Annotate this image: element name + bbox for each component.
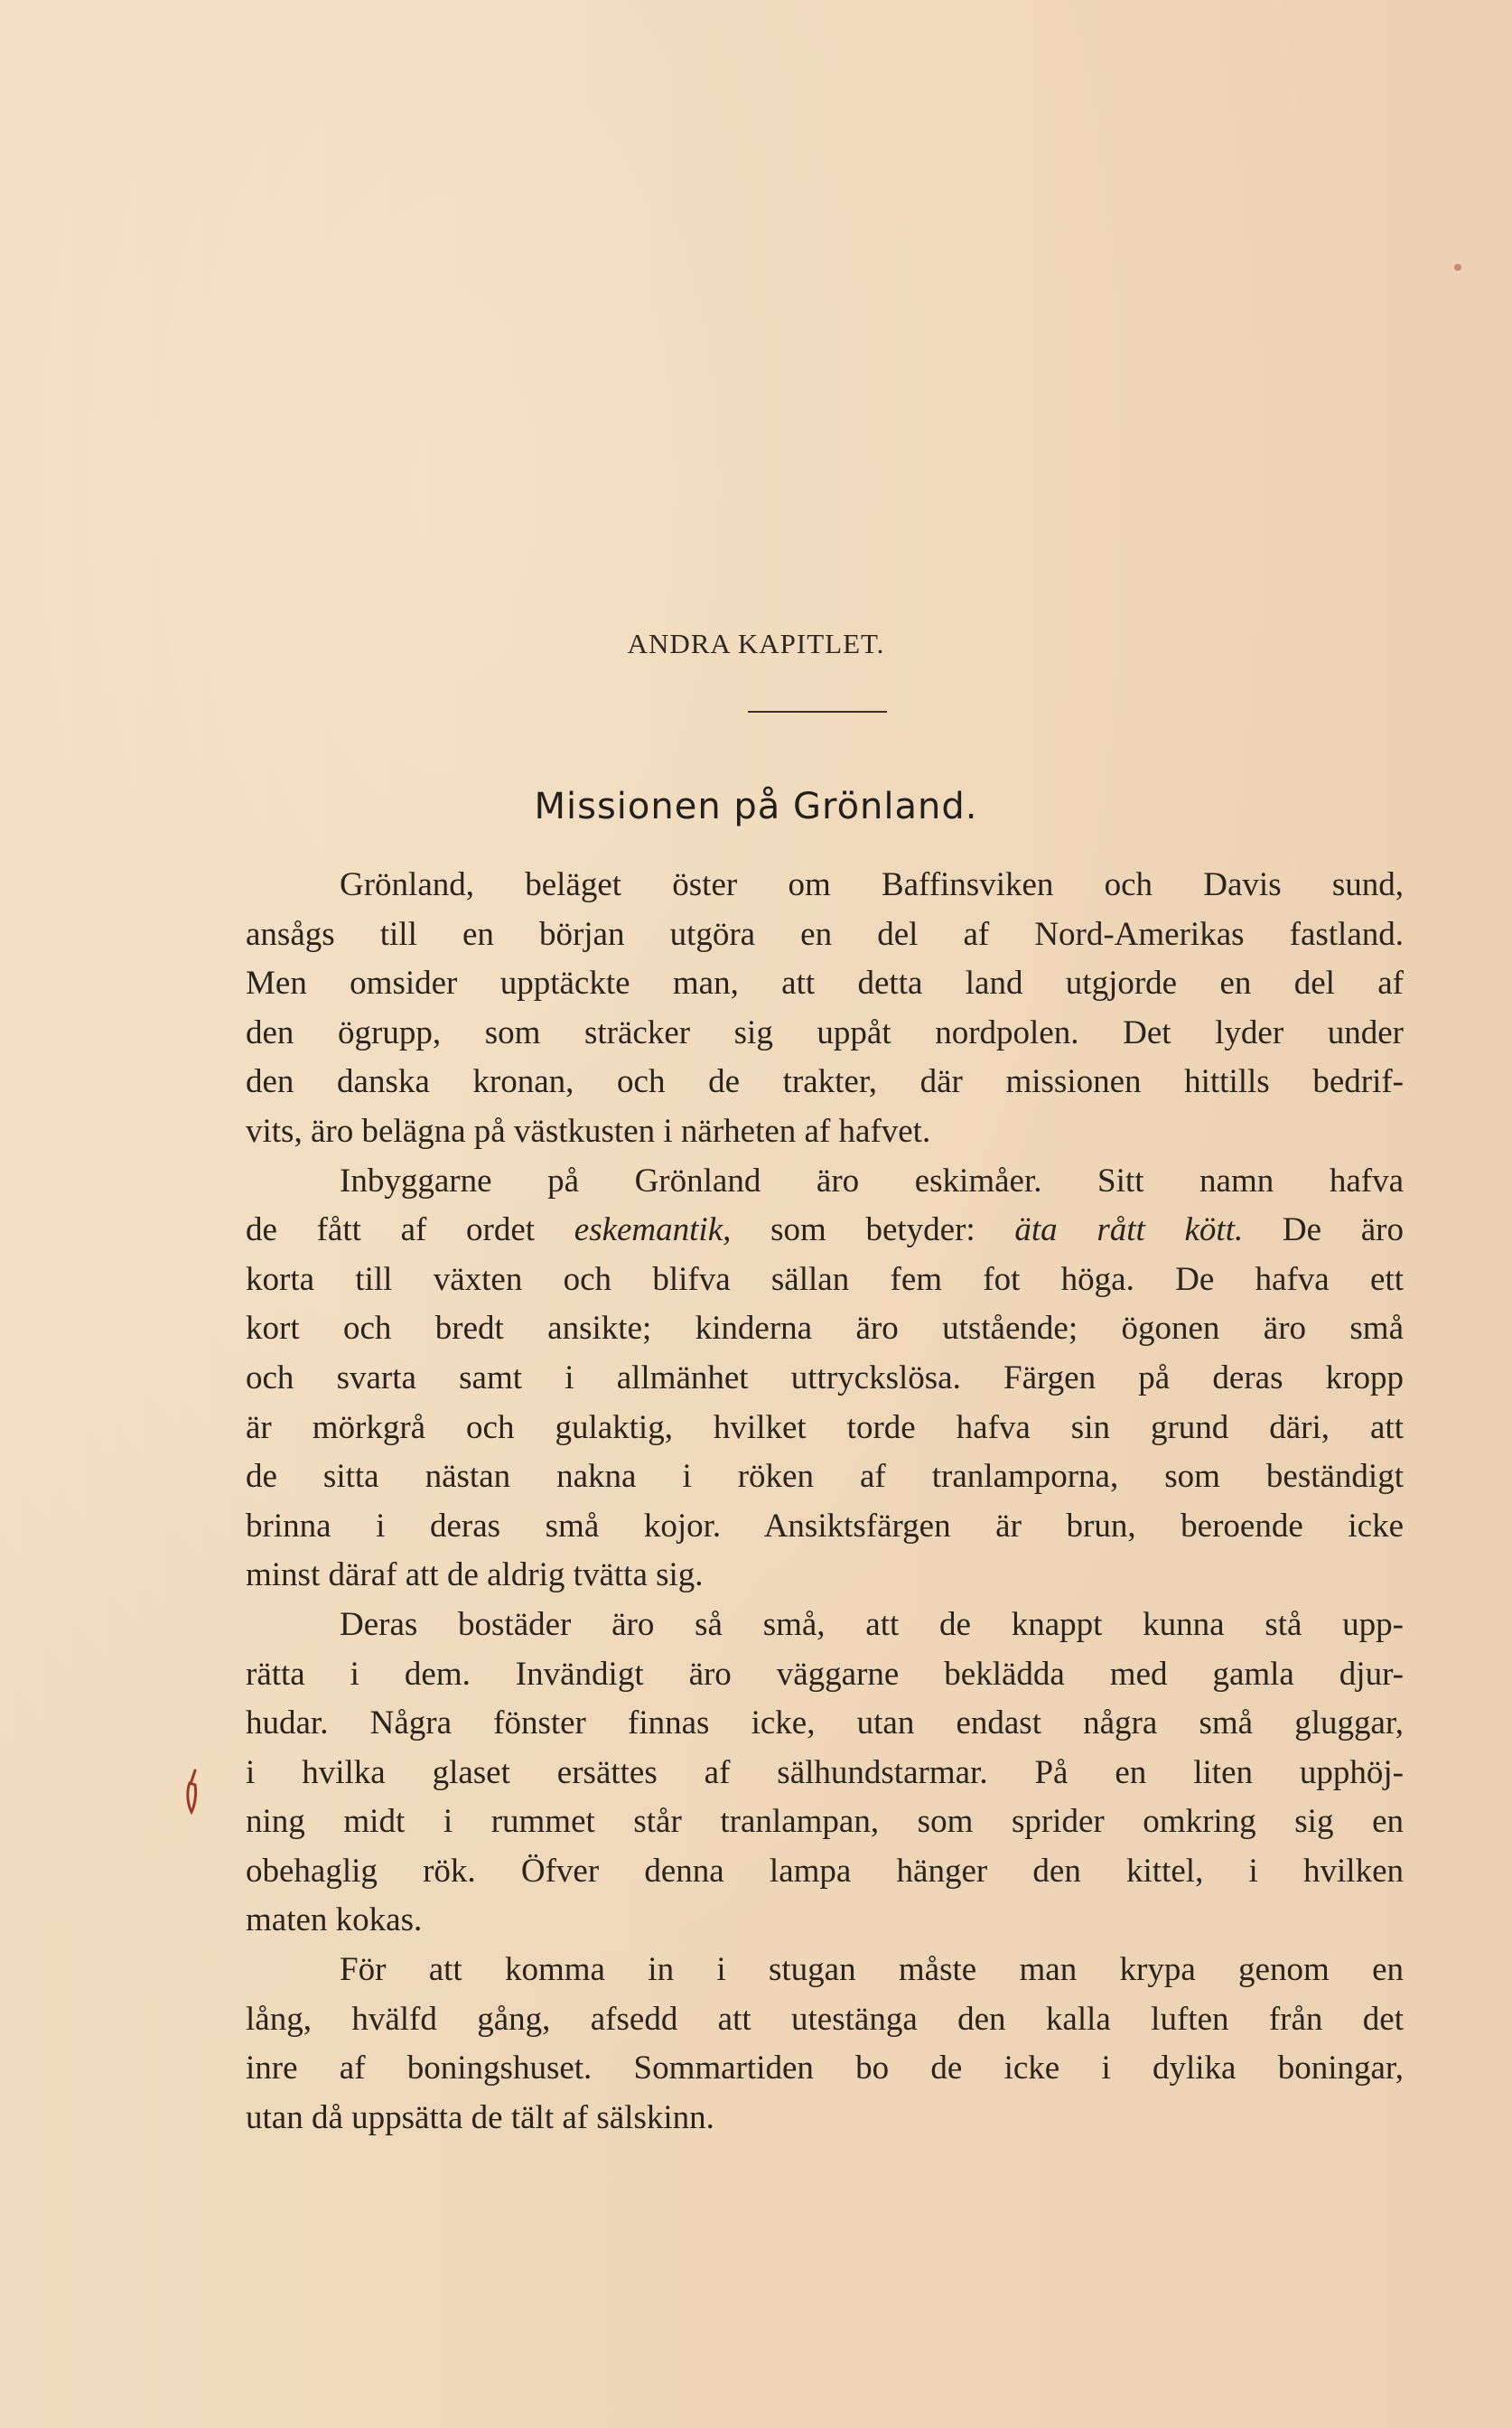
chapter-heading: ANDRA KAPITLET. [627, 628, 885, 659]
ink-spot [1454, 264, 1461, 271]
text-line: obehaglig rök. Öfver denna lampa hänger den kittel, i hvilken [246, 1852, 1404, 1890]
text-line-mixed [246, 1206, 1404, 1256]
text-line: de sitta nästan nakna i röken af tranlamporna, som beständigt [246, 1458, 1404, 1496]
text-line: den danska kronan, och de trakter, där missionen hittills bedrif- [246, 1063, 1404, 1101]
line-segment: som betyder: [731, 1211, 1015, 1249]
text-line: den ögrupp, som sträcker sig uppåt nordpolen. Det lyder under [246, 1013, 1404, 1051]
text-line: ning midt i rummet står tranlampan, som sprider omkring sig en [246, 1803, 1404, 1841]
section-title: Missionen på Grönland. [534, 786, 978, 827]
margin-pencil-mark [184, 1769, 202, 1819]
heading-rule [748, 711, 887, 713]
line-segment: de fått af ordet [246, 1211, 574, 1249]
text-line: är mörkgrå och gulaktig, hvilket torde hafva sin grund däri, att [246, 1408, 1404, 1446]
text-line: kort och bredt ansikte; kinderna äro utstående; ögonen äro små [246, 1310, 1404, 1348]
text-line: För att komma in i stugan måste man krypa genom en [340, 1951, 1404, 1989]
text-line: i hvilka glaset ersättes af sälhundstarmar. På en liten upphöj- [246, 1753, 1404, 1791]
text-line: inre af boningshuset. Sommartiden bo de icke i dylika boningar, [246, 2050, 1404, 2087]
text-line: minst däraf att de aldrig tvätta sig. [246, 1556, 704, 1594]
text-line: Grönland, beläget öster om Baffinsviken och Davis sund, [340, 866, 1404, 903]
text-line: maten kokas. [246, 1901, 423, 1939]
line-segment: De äro [1243, 1211, 1405, 1249]
text-line: korta till växten och blifva sällan fem fot höga. De hafva ett [246, 1260, 1404, 1298]
text-line: vits, äro belägna på västkusten i närheten af hafvet. [246, 1112, 931, 1150]
text-line: Deras bostäder äro så små, att de knappt kunna stå upp- [340, 1605, 1404, 1643]
italic-phrase: äta rått kött. [1014, 1211, 1244, 1249]
text-line: Men omsider upptäckte man, att detta land utgjorde en del af [246, 965, 1404, 1003]
text-line: brinna i deras små kojor. Ansiktsfärgen är brun, beroende icke [246, 1507, 1404, 1545]
text-line: lång, hvälfd gång, afsedd att utestänga den kalla luften från det [246, 2000, 1404, 2038]
text-line: ansågs till en början utgöra en del af Nord-Amerikas fastland. [246, 915, 1404, 953]
text-line: utan då uppsätta de tält af sälskinn. [246, 2098, 714, 2136]
body-text [246, 861, 1404, 2143]
text-line: Inbyggarne på Grönland äro eskimåer. Sitt namn hafva [340, 1162, 1404, 1200]
italic-word: eskemantik, [574, 1211, 732, 1249]
text-line: rätta i dem. Invändigt äro väggarne beklädda med gamla djur- [246, 1655, 1404, 1693]
text-line: och svarta samt i allmänhet uttryckslösa. Färgen på deras kropp [246, 1359, 1404, 1396]
text-line: hudar. Några fönster finnas icke, utan endast några små gluggar, [246, 1704, 1404, 1742]
